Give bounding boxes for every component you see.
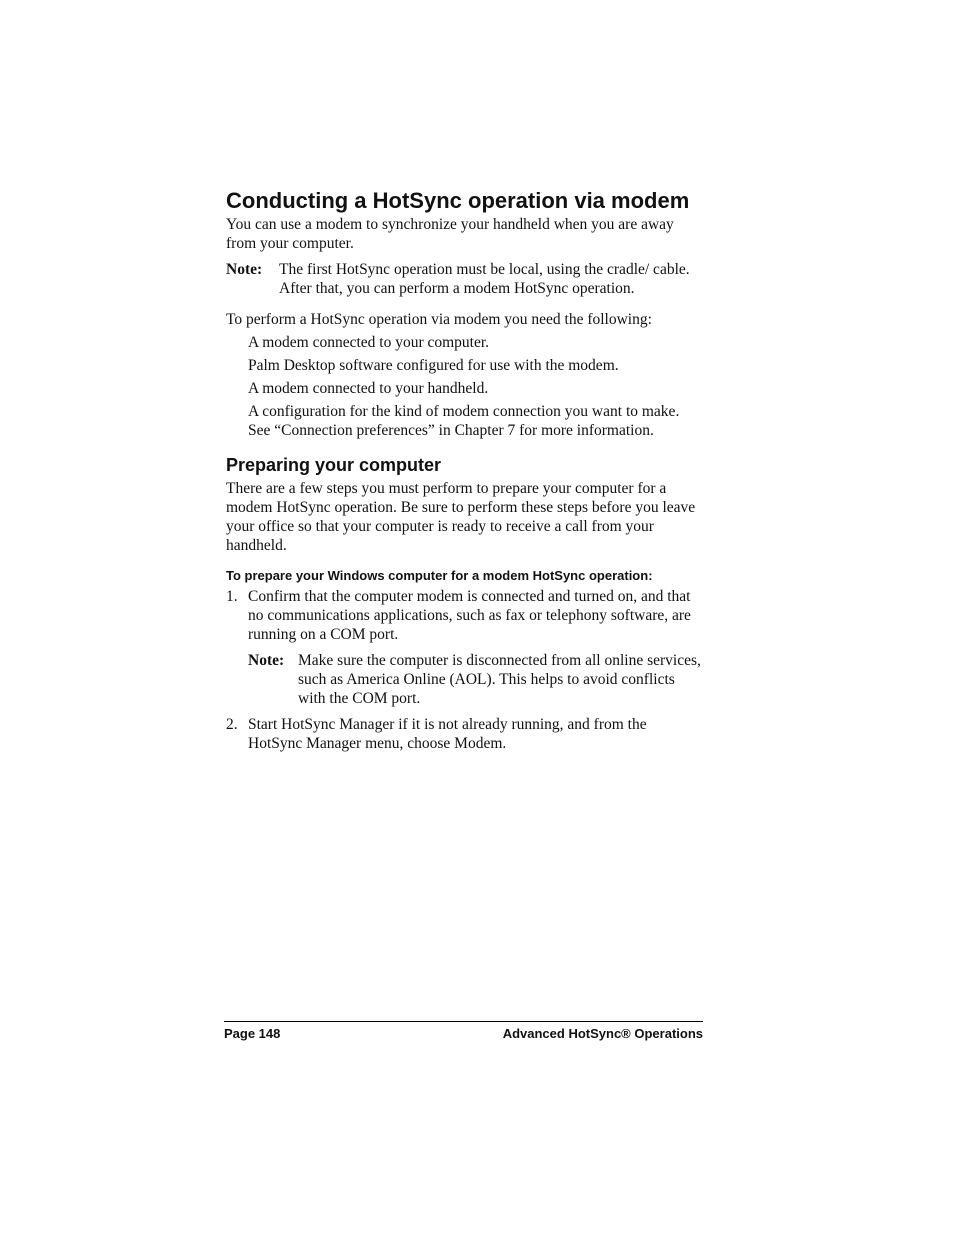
page-number: Page 148 — [224, 1026, 281, 1041]
subsection-intro: There are a few steps you must perform to prepare your computer for a modem HotSync operation. Be sure to perform these steps before you leave your office so that your computer is ready to receive a call from your handheld. — [226, 480, 696, 554]
list-item: Palm Desktop software configured for use with the modem. — [248, 357, 619, 374]
note-text: The first HotSync operation must be local, using the cradle/ cable. After that, you can perform a modem HotSync operation. — [279, 261, 690, 297]
list-item: A configuration for the kind of modem connection you want to make. See “Connection preferences” in Chapter 7 for more information. — [248, 403, 680, 439]
step-body — [248, 587, 704, 708]
procedure-steps — [226, 587, 704, 753]
chapter-title: Advanced HotSync® Operations — [502, 1026, 703, 1041]
note-text: Make sure the computer is disconnected from all online services, such as America Online (AOL). This helps to avoid conflicts with the COM port. — [298, 652, 701, 707]
section-title: Conducting a HotSync operation via modem — [226, 188, 690, 213]
step-text: Start HotSync Manager if it is not already running, and from the HotSync Manager menu, choose Modem. — [248, 716, 647, 752]
procedure-heading: To prepare your Windows computer for a modem HotSync operation: — [226, 568, 653, 583]
note-first-hotsync — [226, 260, 704, 298]
requirements-list — [248, 333, 704, 440]
list-item: A modem connected to your computer. — [248, 334, 490, 351]
step-number: 1. — [226, 588, 238, 605]
page-footer — [224, 1021, 703, 1042]
note-label: Note: — [226, 261, 263, 278]
page-content — [226, 189, 704, 760]
list-item: A modem connected to your handheld. — [248, 380, 489, 397]
step-item — [226, 715, 704, 753]
step-text: Confirm that the computer modem is connected and turned on, and that no communications applications, such as fax or telephony software, are running on a COM port. — [248, 588, 691, 643]
section-intro: You can use a modem to synchronize your handheld when you are away from your computer. — [226, 216, 674, 252]
step-number: 2. — [226, 716, 238, 733]
step-body — [248, 715, 704, 753]
note-label: Note: — [248, 652, 285, 669]
step-item — [226, 587, 704, 708]
subsection-title: Preparing your computer — [226, 455, 442, 475]
requirements-intro: To perform a HotSync operation via modem you need the following: — [226, 311, 652, 328]
step-note — [248, 651, 704, 708]
